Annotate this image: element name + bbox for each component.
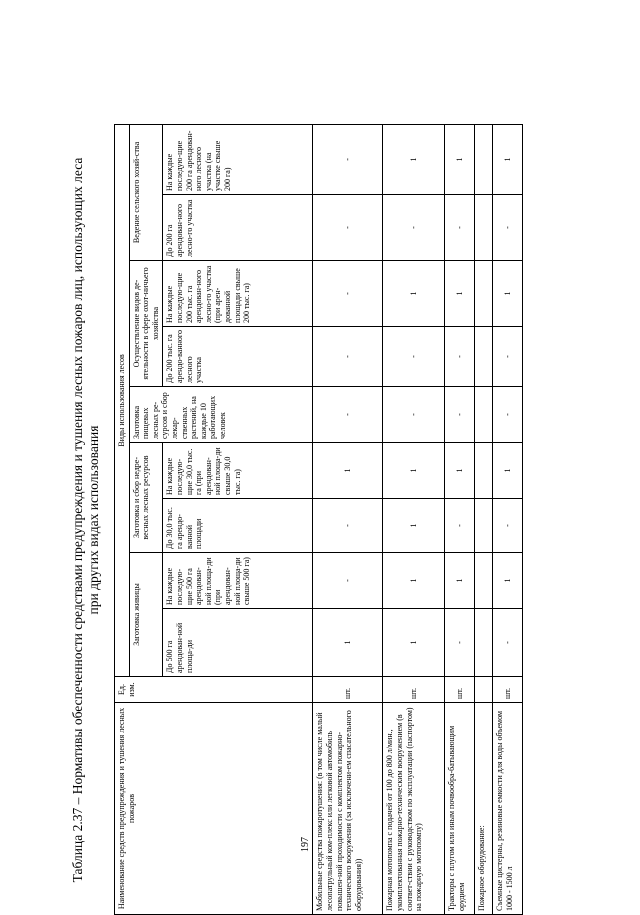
row-value [475,327,493,387]
header-sub-1: До 500 га арендован-ной площа-ди [163,609,313,677]
row-unit: шт. [313,677,383,703]
row-value: - [493,387,523,443]
row-value [475,499,493,553]
row-value: 1 [493,553,523,609]
row-value: - [313,124,383,194]
row-value: 1 [383,609,445,677]
table-title-line-2: при других видах использования [86,425,101,615]
row-name: Мобильные средства пожаротушения: (в том числе малый лесопатрульный ком-плекс или легковой автомобиль повышен-ной проходимости с комплектом пожарно-технического вооружения (за исключени-ем спасательного оборудования)) [313,703,383,915]
row-unit: шт. [493,677,523,703]
row-value: 1 [445,553,475,609]
row-value: 1 [383,499,445,553]
table-title-line-1: Таблица 2.37 – Нормативы обеспеченности средствами предупреждения и тушения лесных пожаров лиц, использующих леса [70,157,85,883]
row-value: - [313,195,383,261]
row-value: - [383,327,445,387]
row-value: - [493,195,523,261]
table-row [445,124,475,914]
row-value [475,443,493,499]
header-sub-7: До 200 га арендован-ного лесно-го участка [163,195,313,261]
row-value: - [493,499,523,553]
row-value: 1 [493,443,523,499]
row-name: Съемные цистерны, резиновые емкости для воды объемом 1000 - 1500 л [493,703,523,915]
row-value: 1 [445,261,475,327]
row-value: 1 [313,443,383,499]
header-sub-8: На каждые последую-щие 200 га арендован-ного лесного участка (на участке свыше 200 га) [163,124,313,194]
row-value: - [313,327,383,387]
header-sub-5: До 200 тыс. га арендо-ванного лесного участка [163,327,313,387]
row-value: - [313,553,383,609]
row-value [475,387,493,443]
row-value: - [493,327,523,387]
row-value: 1 [313,609,383,677]
header-sub-6: На каждые последую-щие 200 тыс. га арендован-ного лесно-го участка (при арен-дованной площади свыше 200 тыс. га) [163,261,313,327]
row-unit: шт. [383,677,445,703]
row-value [475,609,493,677]
row-value: - [313,499,383,553]
row-value: 1 [445,124,475,194]
table-title [70,125,102,915]
header-group-agriculture: Ведение сельского хозяй-ства [129,124,163,260]
table-row [383,124,445,914]
row-value: - [313,387,383,443]
header-name-cell: Наименование средств предупреждения и тушения лесных пожаров [115,703,313,915]
row-value [475,195,493,261]
row-value [475,261,493,327]
row-value: - [383,195,445,261]
header-group-nonwood: Заготовка и сбор недре-весных лесных ресурсов [129,443,163,553]
row-value: 1 [493,124,523,194]
norms-table [114,124,523,915]
row-value: 1 [383,443,445,499]
row-name: Тракторы с плугом или иным почвообра-батывающим орудием [445,703,475,915]
row-value: 1 [445,443,475,499]
row-value: - [493,609,523,677]
header-types-cell: Виды использования лесов [115,124,130,676]
row-name: Пожарная мотопомпа с подачей от 100 до 800 л/мин., укомплектованная пожарно-техническим вооружением (в соответ-ствии с руководством по эксплуатации (паспортом) на пожарную мотопомпу) [383,703,445,915]
header-sub-3: До 30,0 тыс. га арендо-ванной площади [163,499,313,553]
row-value: - [445,609,475,677]
page-number: 197 [300,837,311,852]
row-value: - [445,499,475,553]
table-row [475,124,493,914]
row-value [475,553,493,609]
row-value [475,124,493,194]
row-value: 1 [493,261,523,327]
row-name: Пожарное оборудование: [475,703,493,915]
table-row [493,124,523,914]
row-value: - [445,195,475,261]
row-value: - [313,261,383,327]
header-sub-4: На каждые последую-щие 30,0 тыс. га (при арендован-ной площа-ди свыше 30,0 тыс. га) [163,443,313,499]
rotated-content [70,125,514,915]
table-row [313,124,383,914]
header-group-resin: Заготовка живицы [129,553,163,677]
row-value: - [445,327,475,387]
row-unit [475,677,493,703]
row-value: 1 [383,261,445,327]
row-unit: шт. [445,677,475,703]
row-value: 1 [383,124,445,194]
row-value: 1 [383,553,445,609]
header-sub-2: На каждые последую-щие 500 га арендован-ной площа-ди (при арендован-ной площа-ди свыше 500 га) [163,553,313,609]
header-row-1 [115,124,130,914]
header-group-hunting: Осуществление видов де-ятельности в сфере охот-ничьего хозяйства [129,261,163,387]
header-unit-cell: Ед. изм. [115,677,313,703]
header-group-food: Заготовка пищевых лесных ре-сурсов и сбор лекар-ственных растений, на каждые 10 работающих человек [129,387,313,443]
row-value: - [445,387,475,443]
row-value: - [383,387,445,443]
